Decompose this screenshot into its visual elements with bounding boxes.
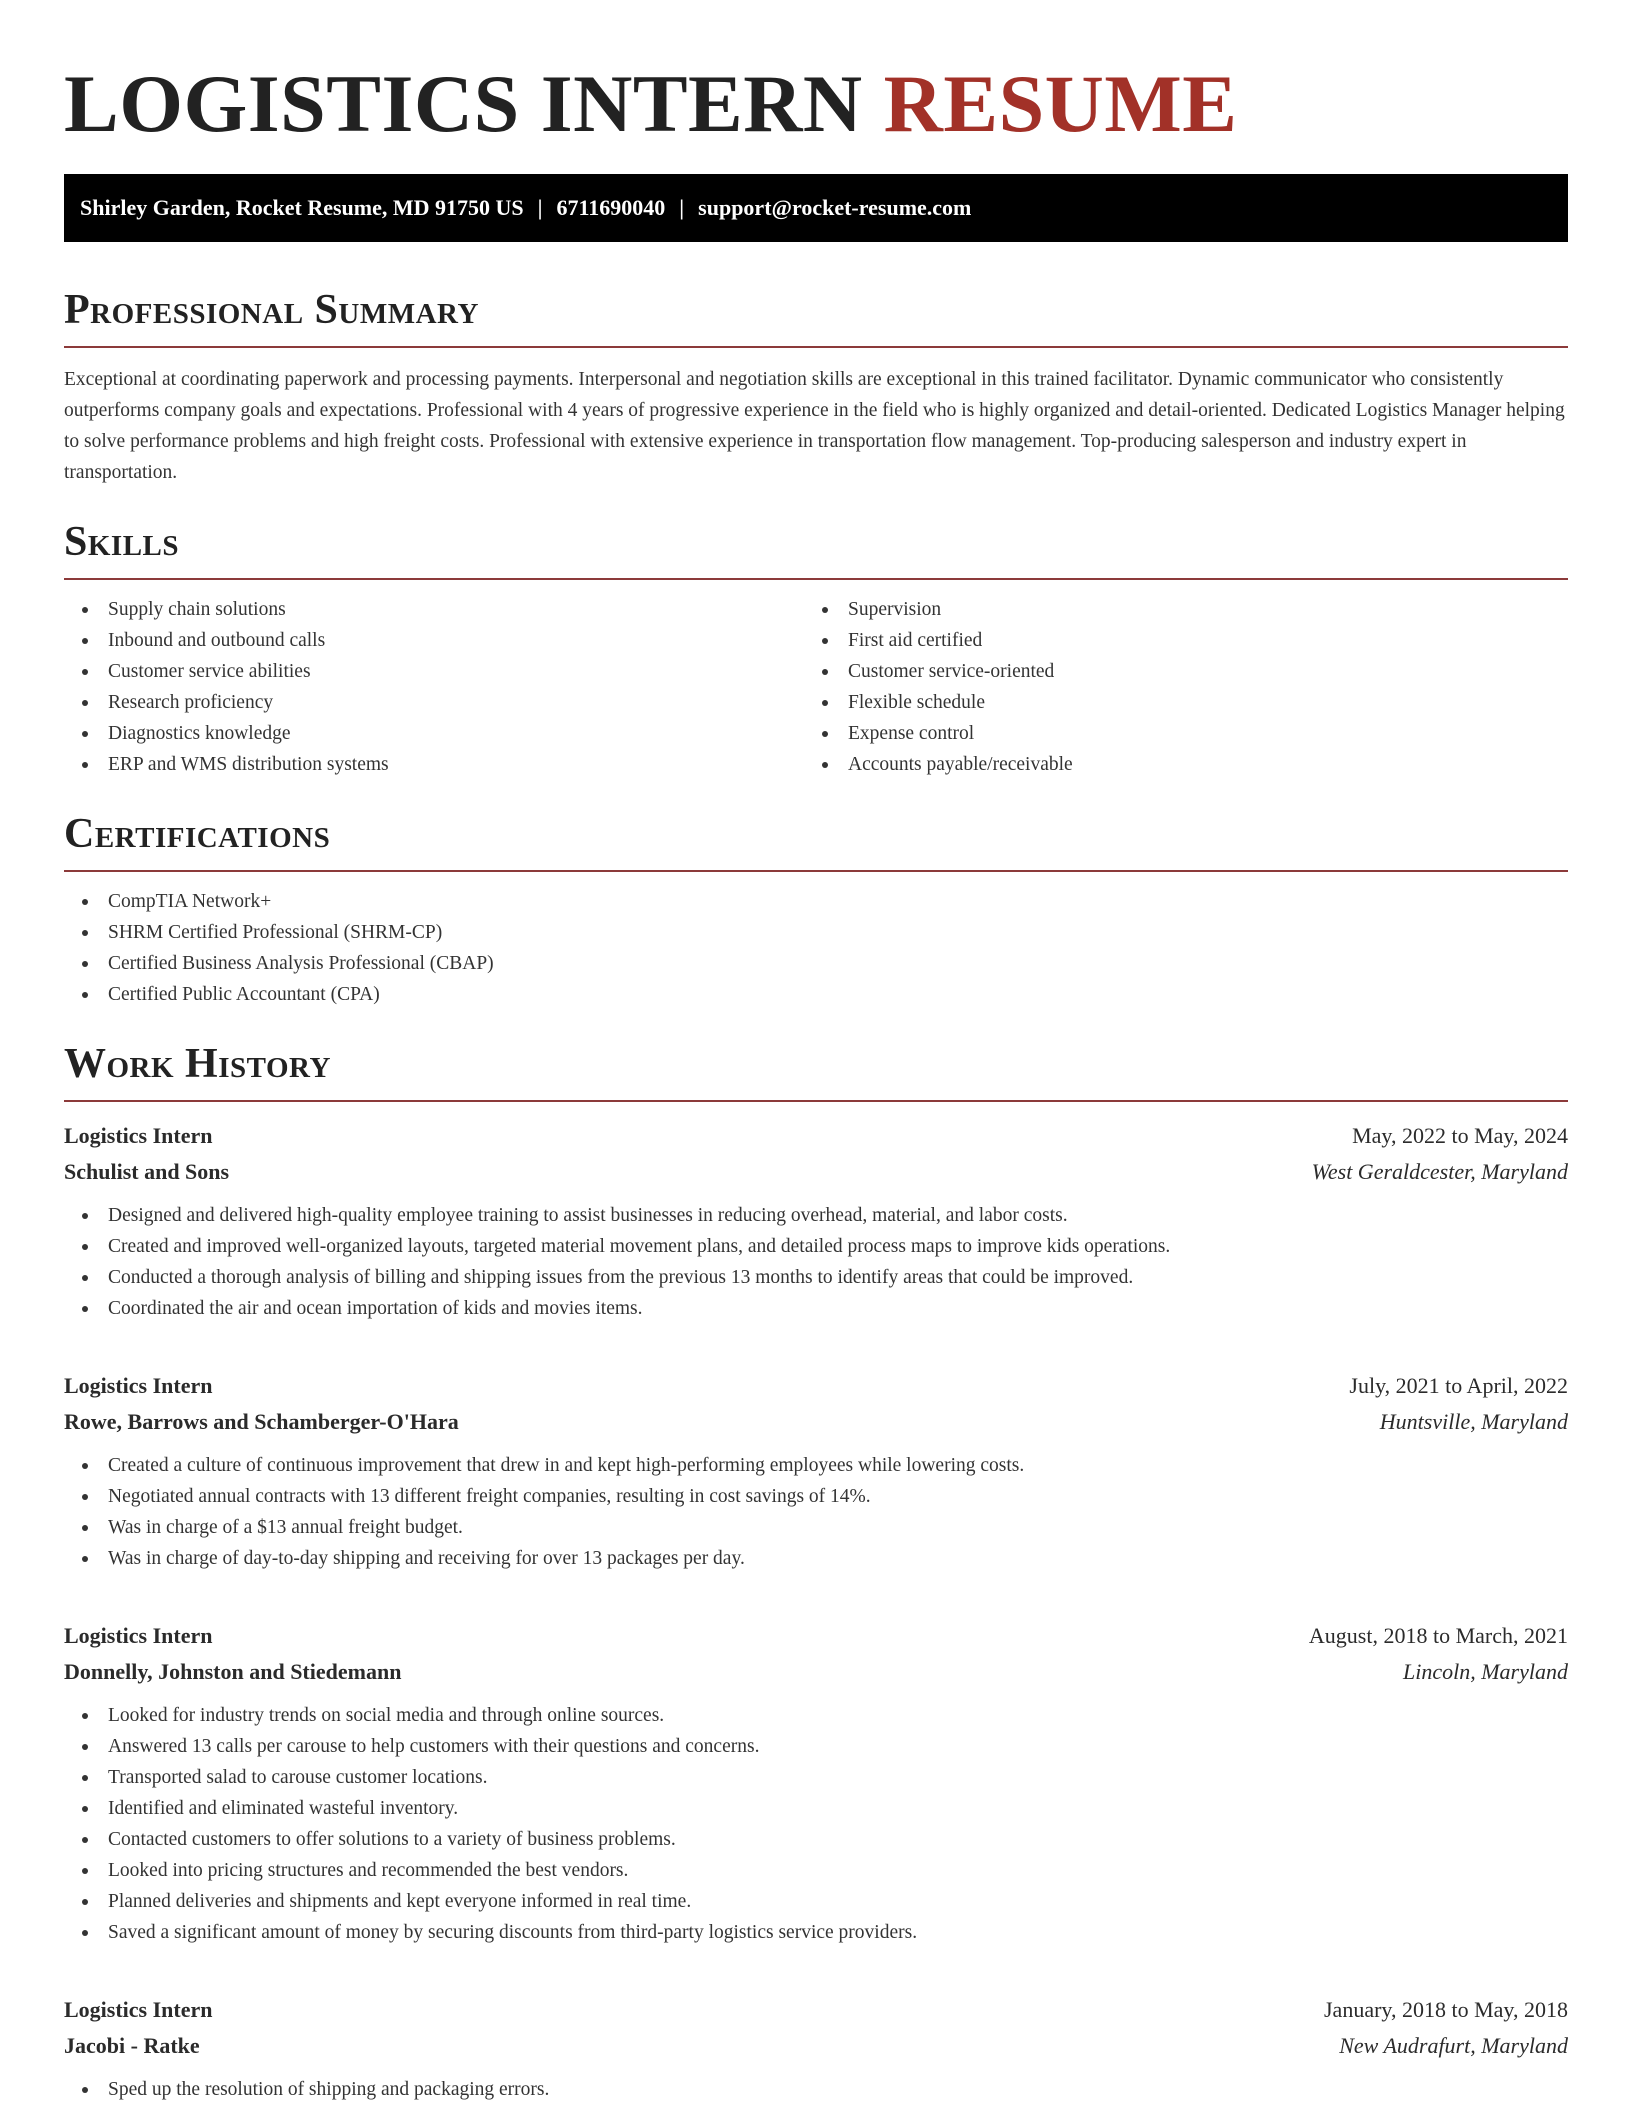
job-dates: January, 2018 to May, 2018 — [1324, 1997, 1568, 2022]
title-accent: RESUME — [883, 58, 1238, 149]
job-location: New Audrafurt, Maryland — [1339, 2033, 1568, 2058]
contact-email[interactable]: support@rocket-resume.com — [698, 195, 972, 220]
job-header-row — [64, 1368, 1568, 1404]
job-location: West Geraldcester, Maryland — [1311, 1159, 1568, 1184]
job-entry — [64, 1992, 1568, 2105]
job-entry — [64, 1618, 1568, 1948]
skill-item: Supervision — [804, 594, 1544, 625]
skills-list-left — [64, 594, 804, 780]
certification-item: CompTIA Network+ — [64, 886, 1568, 917]
job-bullet: Transported salad to carouse customer locations. — [64, 1762, 1568, 1793]
job-title: Logistics Intern — [64, 1123, 213, 1148]
job-bullet: Designed and delivered high-quality employee training to assist businesses in reducing overhead, material, and labor costs. — [64, 1200, 1568, 1231]
certifications-list — [64, 886, 1568, 1010]
job-company: Schulist and Sons — [64, 1159, 230, 1184]
section-divider — [64, 1100, 1568, 1102]
job-bullet: Answered 13 calls per carouse to help customers with their questions and concerns. — [64, 1731, 1568, 1762]
job-company: Donnelly, Johnston and Stiedemann — [64, 1659, 402, 1684]
job-bullet: Created and improved well-organized layouts, targeted material movement plans, and detailed process maps to improve kids operations. — [64, 1231, 1568, 1262]
skills-grid — [64, 594, 1568, 780]
section-divider — [64, 346, 1568, 348]
job-bullet: Negotiated annual contracts with 13 different freight companies, resulting in cost savings of 14%. — [64, 1481, 1568, 1512]
skill-item: Inbound and outbound calls — [64, 625, 804, 656]
summary-section — [64, 284, 1568, 488]
job-bullets — [64, 1200, 1568, 1324]
job-bullet: Looked for industry trends on social media and through online sources. — [64, 1700, 1568, 1731]
summary-text: Exceptional at coordinating paperwork and processing payments. Interpersonal and negotiation skills are exceptional in this trained facilitator. Dynamic communicator who consistently outperforms company goals and expectations. Professional with 4 years of progressive experience in the field who is highly organized and detail-oriented. Dedicated Logistics Manager helping to solve performance problems and high freight costs. Professional with extensive experience in transportation flow management. Top-producing salesperson and industry expert in transportation. — [64, 369, 1565, 483]
job-company: Jacobi - Ratke — [64, 2033, 200, 2058]
section-divider — [64, 870, 1568, 872]
skill-item: Customer service abilities — [64, 656, 804, 687]
job-company: Rowe, Barrows and Schamberger-O'Hara — [64, 1409, 459, 1434]
job-bullet: Identified and eliminated wasteful inventory. — [64, 1793, 1568, 1824]
job-bullet: Looked into pricing structures and recommended the best vendors. — [64, 1855, 1568, 1886]
skills-section — [64, 516, 1568, 780]
contact-phone: 6711690040 — [556, 195, 666, 220]
job-dates: May, 2022 to May, 2024 — [1352, 1123, 1568, 1148]
certifications-section — [64, 808, 1568, 1010]
skill-item: Expense control — [804, 718, 1544, 749]
skills-list-right — [804, 594, 1544, 780]
job-company-row — [64, 1154, 1568, 1190]
resume-page — [64, 0, 1568, 2105]
job-bullet: Sped up the resolution of shipping and packaging errors. — [64, 2074, 1568, 2105]
job-bullet: Created a culture of continuous improvement that drew in and kept high-performing employees while lowering costs. — [64, 1450, 1568, 1481]
job-bullets — [64, 1450, 1568, 1574]
job-location: Lincoln, Maryland — [1403, 1659, 1568, 1684]
skill-item: Accounts payable/receivable — [804, 749, 1544, 780]
job-entry — [64, 1118, 1568, 1324]
job-bullets — [64, 2074, 1568, 2105]
job-bullet: Contacted customers to offer solutions to a variety of business problems. — [64, 1824, 1568, 1855]
title-main: LOGISTICS INTERN — [64, 58, 863, 149]
skill-item: Research proficiency — [64, 687, 804, 718]
job-company-row — [64, 2028, 1568, 2064]
contact-separator: | — [679, 195, 685, 220]
job-title: Logistics Intern — [64, 1997, 213, 2022]
work-history-section — [64, 1038, 1568, 2105]
contact-bar — [64, 174, 1568, 242]
job-title: Logistics Intern — [64, 1623, 213, 1648]
certification-item: Certified Business Analysis Professional (CBAP) — [64, 948, 1568, 979]
job-company-row — [64, 1654, 1568, 1690]
job-bullet: Coordinated the air and ocean importation of kids and movies items. — [64, 1293, 1568, 1324]
job-company-row — [64, 1404, 1568, 1440]
work-history-heading: Work History — [64, 1041, 331, 1087]
certifications-heading: Certifications — [64, 811, 331, 857]
skills-heading: Skills — [64, 519, 180, 565]
skill-item: Flexible schedule — [804, 687, 1544, 718]
job-bullet: Saved a significant amount of money by securing discounts from third-party logistics service providers. — [64, 1917, 1568, 1948]
job-bullet: Conducted a thorough analysis of billing and shipping issues from the previous 13 months to identify areas that could be improved. — [64, 1262, 1568, 1293]
job-title: Logistics Intern — [64, 1373, 213, 1398]
job-location: Huntsville, Maryland — [1379, 1409, 1568, 1434]
section-divider — [64, 578, 1568, 580]
job-bullets — [64, 1700, 1568, 1948]
job-bullet: Was in charge of a $13 annual freight budget. — [64, 1512, 1568, 1543]
resume-title — [64, 0, 1568, 150]
skill-item: First aid certified — [804, 625, 1544, 656]
contact-separator: | — [537, 195, 543, 220]
skill-item: ERP and WMS distribution systems — [64, 749, 804, 780]
job-bullet: Was in charge of day-to-day shipping and receiving for over 13 packages per day. — [64, 1543, 1568, 1574]
job-header-row — [64, 1118, 1568, 1154]
certification-item: Certified Public Accountant (CPA) — [64, 979, 1568, 1010]
job-header-row — [64, 1618, 1568, 1654]
contact-address: Shirley Garden, Rocket Resume, MD 91750 US — [80, 195, 524, 220]
job-dates: August, 2018 to March, 2021 — [1308, 1623, 1568, 1648]
skill-item: Diagnostics knowledge — [64, 718, 804, 749]
job-bullet: Planned deliveries and shipments and kept everyone informed in real time. — [64, 1886, 1568, 1917]
job-entry — [64, 1368, 1568, 1574]
certification-item: SHRM Certified Professional (SHRM-CP) — [64, 917, 1568, 948]
summary-heading: Professional Summary — [64, 287, 479, 333]
skill-item: Supply chain solutions — [64, 594, 804, 625]
job-dates: July, 2021 to April, 2022 — [1349, 1373, 1568, 1398]
job-header-row — [64, 1992, 1568, 2028]
skill-item: Customer service-oriented — [804, 656, 1544, 687]
